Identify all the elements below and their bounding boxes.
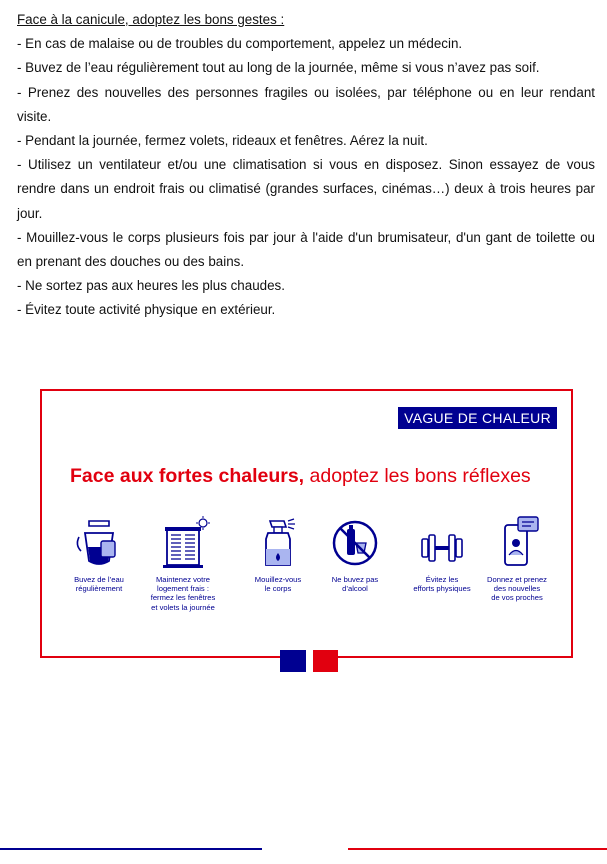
dumbbell-icon [412, 515, 472, 573]
tip-drink-water [54, 515, 144, 593]
heatwave-panel [40, 389, 573, 658]
advice-heading: Face à la canicule, adoptez les bons gestes : [17, 12, 285, 27]
window-shutter-icon [153, 515, 213, 573]
tip-no-alcohol [310, 515, 400, 593]
advice-line: - Pendant la journée, fermez volets, rideaux et fenêtres. Aérez la nuit. [17, 133, 428, 149]
water-glass-icon [69, 515, 129, 573]
advice-line: - Mouillez-vous le corps plusieurs fois par jour à l'aide d'un brumisateur, d'un gant de toilette ou en prenant des douches ou des bains. [17, 229, 595, 270]
footer-rule-blue [0, 848, 262, 850]
heatwave-badge: VAGUE DE CHALEUR [398, 407, 557, 429]
advice-line: - Ne sortez pas aux heures les plus chaudes. [17, 278, 285, 294]
tip-caption: Buvez de l’eau régulièrement [74, 575, 124, 594]
tip-caption: Mouillez-vous le corps [254, 575, 302, 594]
tip-caption: Évitez les efforts physiques [413, 575, 471, 594]
spray-bottle-icon [248, 515, 308, 573]
panel-title [70, 465, 531, 488]
tip-caption: Ne buvez pas d’alcool [331, 575, 379, 594]
advice-line: - Utilisez un ventilateur et/ou une climatisation si vous en disposez. Sinon essayez de vous rendre dans un endroit frais ou climatisé (grandes surfaces, cinémas…) deux à trois heures par jour. [17, 157, 595, 221]
advice-line: - Prenez des nouvelles des personnes fragiles ou isolées, par téléphone ou en leur rendant visite. [17, 84, 595, 124]
advice-line: - Évitez toute activité physique en extérieur. [17, 302, 276, 318]
footer-rule-red [348, 848, 607, 850]
no-alcohol-icon [325, 515, 385, 573]
republic-logo [280, 650, 338, 672]
tip-caption: Donnez et prenez des nouvelles de vos proches [487, 575, 547, 603]
advice-line: - Buvez de l’eau régulièrement tout au long de la journée, même si vous n’avez pas soif. [17, 60, 540, 76]
phone-message-icon [487, 515, 547, 573]
panel-title-strong: Face aux fortes chaleurs, [70, 465, 305, 487]
advice-text [17, 8, 595, 323]
tip-check-on-relatives [472, 515, 562, 603]
advice-line: - En cas de malaise ou de troubles du comportement, appelez un médecin. [17, 36, 463, 52]
tip-keep-home-cool [138, 515, 228, 612]
tip-caption: Maintenez votre logement frais : fermez les fenêtres et volets la journée [150, 575, 216, 612]
panel-title-rest: adoptez les bons réflexes [304, 465, 531, 487]
